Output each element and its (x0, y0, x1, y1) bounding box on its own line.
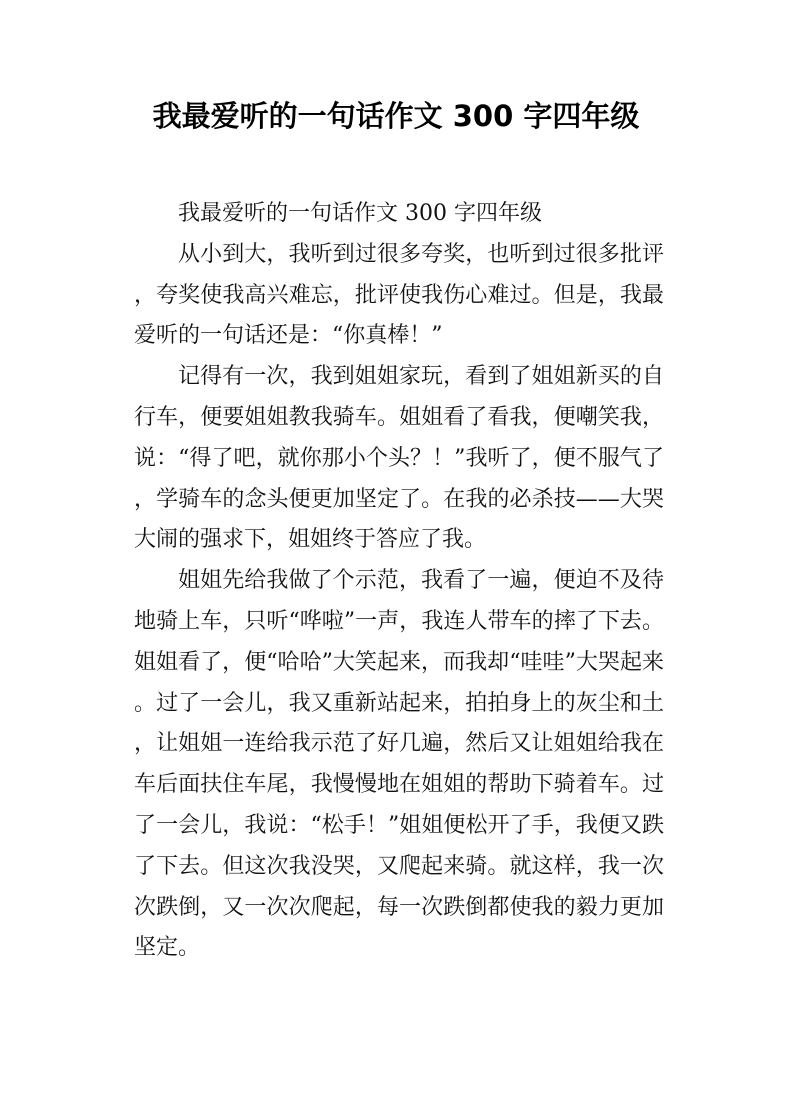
document-subtitle: 我最爱听的一句话作文 300 字四年级 (178, 201, 542, 226)
paragraph-3: 姐姐先给我做了个示范，我看了一遍，便迫不及待地骑上车，只听“哗啦”一声，我连人带车的摔了下去。姐姐看了，便“哈哈”大笑起来，而我却“哇哇”大哭起来。过了一会儿，我又重新站起来，拍拍身上的灰尘和土，让姐姐一连给我示范了好几遍，然后又让姐姐给我在车后面扶住车尾，我慢慢地在姐姐的帮助下骑着车。过了一会儿，我说：“松手！”姐姐便松开了手，我便又跌了下去。但这次我没哭，又爬起来骑。就这样，我一次次跌倒，又一次次爬起，每一次跌倒都使我的毅力更加坚定。 (134, 568, 664, 961)
document-body (134, 194, 664, 969)
paragraph-1: 从小到大，我听到过很多夸奖，也听到过很多批评，夸奖使我高兴难忘，批评使我伤心难过。但是，我最爱听的一句话还是：“你真棒！” (134, 241, 664, 349)
document-title: 我最爱听的一句话作文 300 字四年级 (152, 99, 640, 133)
paragraph-2: 记得有一次，我到姐姐家玩，看到了姐姐新买的自行车，便要姐姐教我骑车。姐姐看了看我，便嘲笑我，说：“得了吧，就你那小个头？！”我听了，便不服气了，学骑车的念头便更加坚定了。在我的必杀技——大哭大闹的强求下，姐姐终于答应了我。 (134, 364, 664, 553)
